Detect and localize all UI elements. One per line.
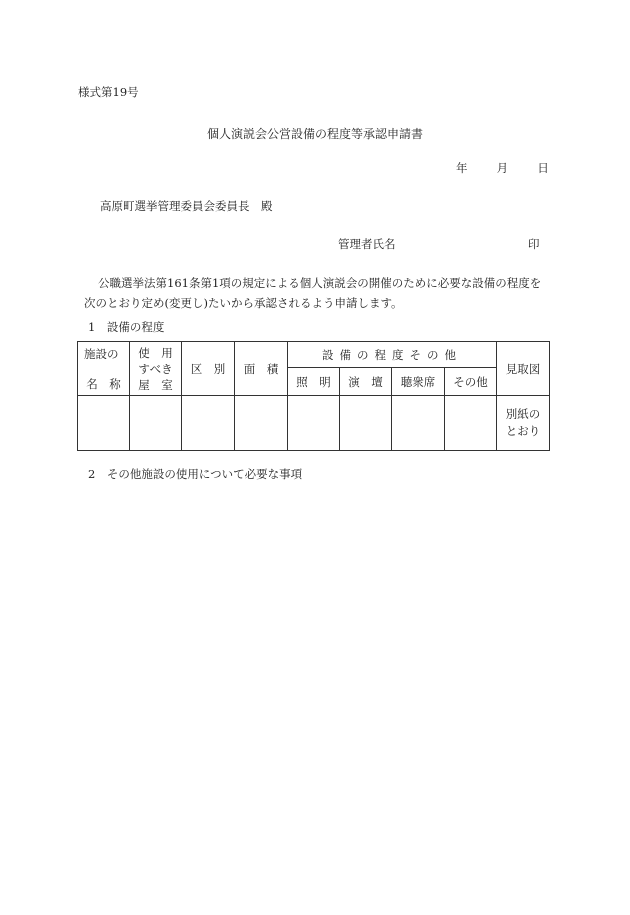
cell-diagram [497,396,550,451]
date-year: 年 [456,161,468,175]
cell-category [182,396,235,451]
cell-stage [340,396,392,451]
document-title: 個人演説会公営設備の程度等承認申請書 [206,127,423,141]
body-line-1: 公職選挙法第161条第1項の規定による個人演説会の開催のために必要な設備の程度を [98,276,542,290]
cell-other [445,396,497,451]
header-category: 区 別 [182,342,235,396]
applicant-name-label: 管理者氏名 [338,237,396,251]
cell-facility-name [78,396,130,451]
cell-area [235,396,288,451]
cell-seats [392,396,445,451]
section-2-heading: 2 その他施設の使用について必要な事項 [88,467,303,481]
diagram-value-line2: とおり [505,424,541,438]
header-room-line1: 使 用 [138,345,173,360]
date-day: 日 [537,161,549,175]
form-number: 様式第19号 [78,85,139,99]
header-other: その他 [445,368,497,396]
seal-mark: 印 [528,237,540,251]
header-facility-name-line2: 名 称 [86,376,121,391]
header-lighting: 照 明 [288,368,340,396]
header-seats: 聴衆席 [392,368,445,396]
header-stage: 演 壇 [340,368,392,396]
date-line [456,160,549,176]
body-text [84,273,554,313]
cell-room [130,396,182,451]
header-room-line2: すべき [138,361,173,376]
header-facility-name-line1: 施設の [84,346,119,361]
addressee: 高原町選挙管理委員会委員長 殿 [100,199,273,213]
section-1-heading: 1 設備の程度 [88,320,165,334]
header-area: 面 積 [235,342,288,396]
diagram-value-line1: 別紙の [505,407,541,421]
header-facility-name [78,342,130,396]
header-room [130,342,182,396]
date-month: 月 [496,161,509,175]
body-line-2: 次のとおり定め(変更し)たいから承認されるよう申請します。 [84,296,403,310]
diagram-value [497,406,549,440]
header-room-line3: 屋 室 [138,377,173,392]
header-equipment-group: 設備の程度その他 [288,342,497,368]
header-diagram: 見取図 [497,342,550,396]
equipment-table [77,341,550,451]
cell-lighting [288,396,340,451]
